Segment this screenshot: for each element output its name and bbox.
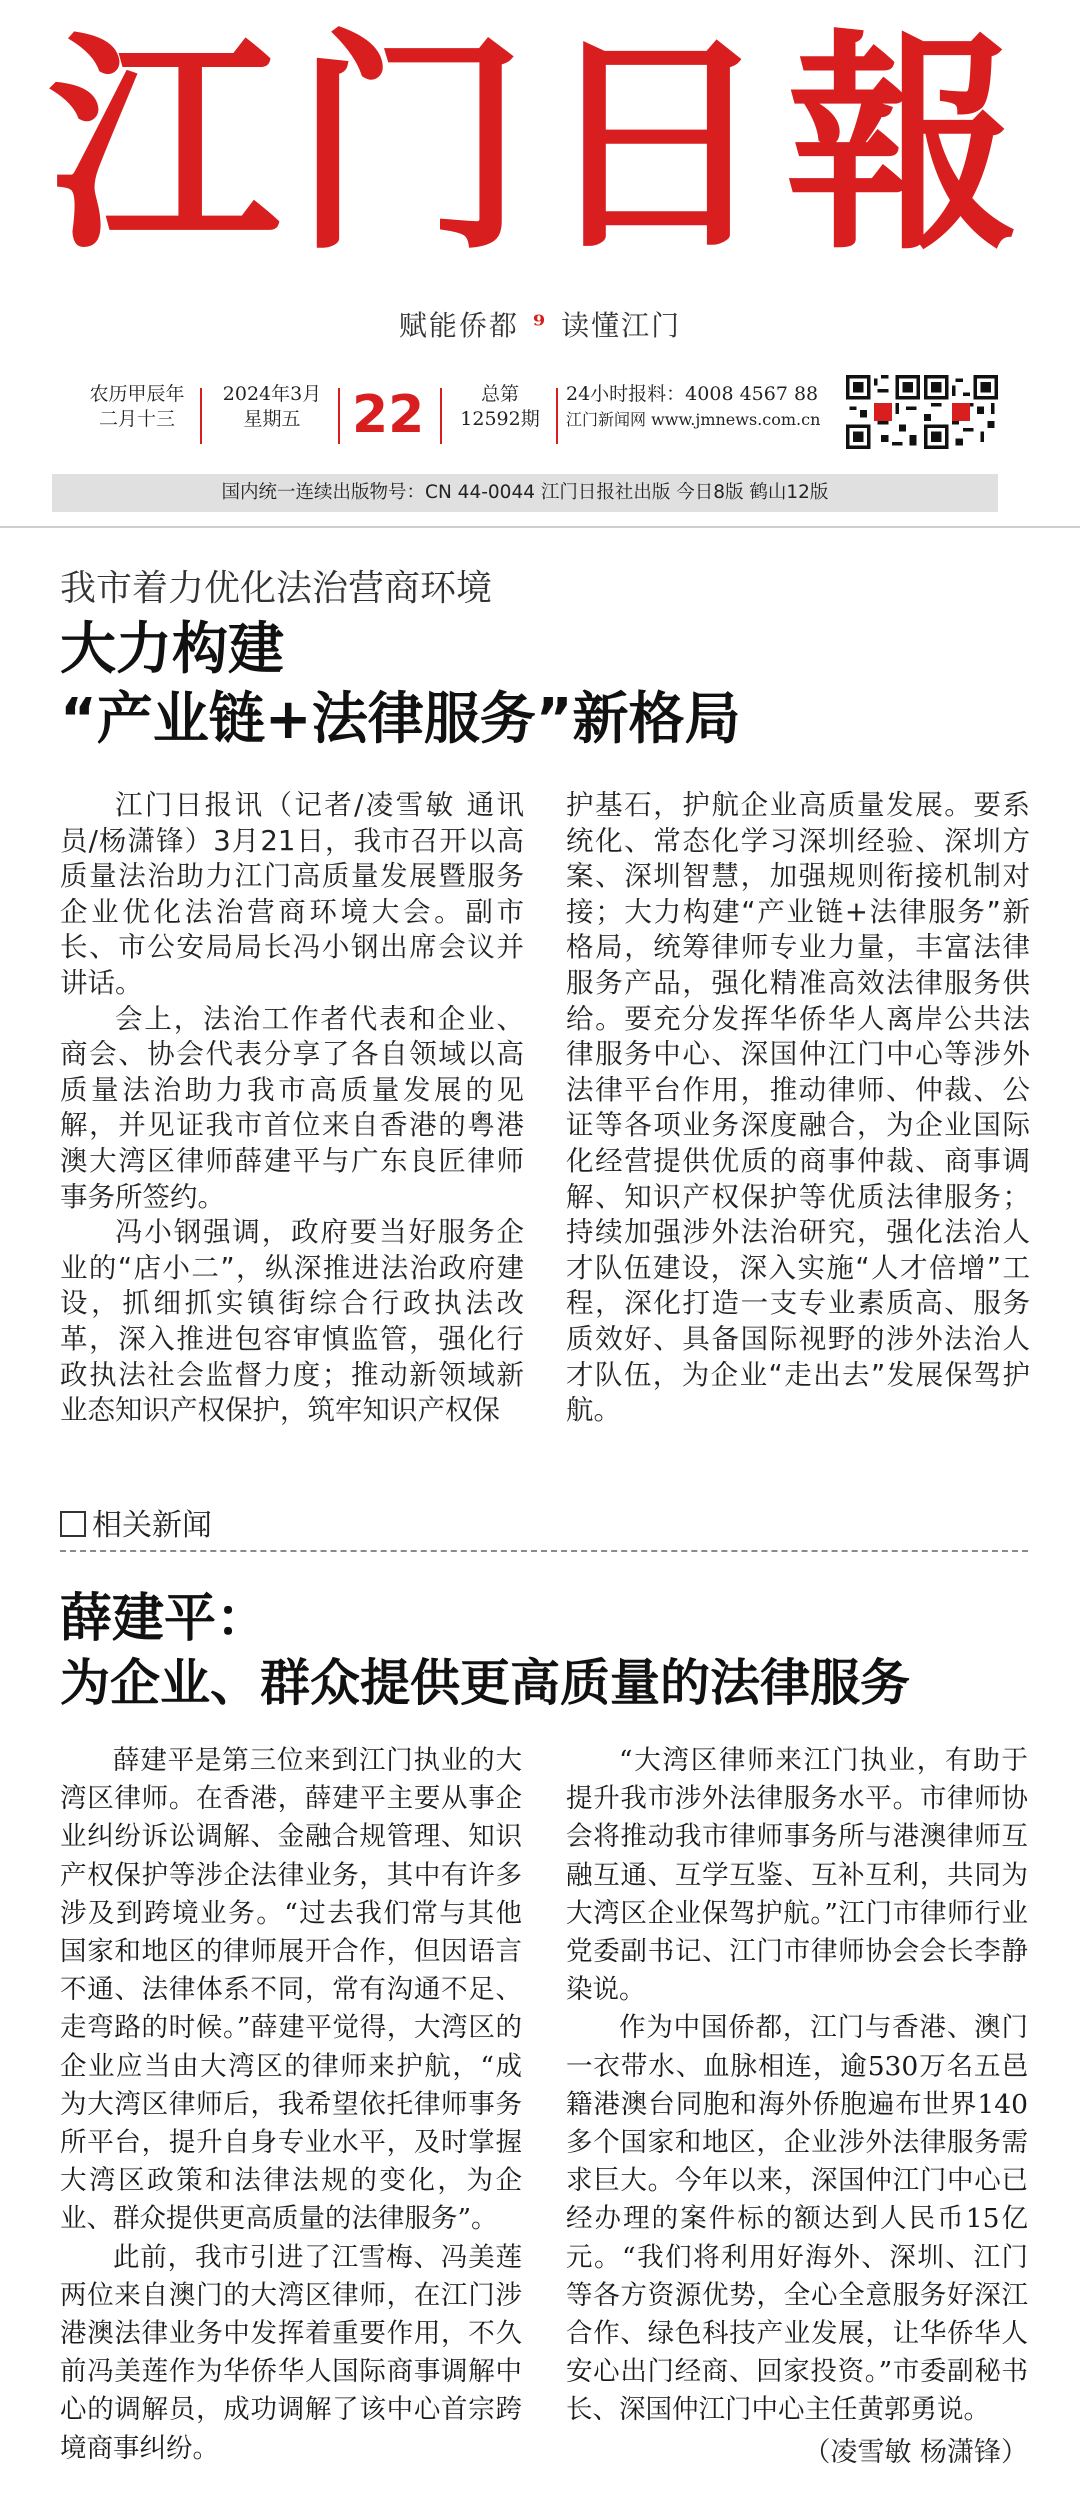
year-month: 2024年3月 bbox=[222, 383, 322, 405]
issue-number: 12592期 bbox=[460, 408, 540, 430]
swirl-separator-icon: ⁹ bbox=[532, 309, 548, 342]
lunar-date bbox=[82, 382, 192, 452]
dashed-divider bbox=[60, 1550, 1028, 1552]
article2-headline-line1: 薛建平： bbox=[60, 1589, 269, 1649]
divider bbox=[556, 388, 558, 444]
article1-paragraph: 冯小钢强调，政府要当好服务企业的“店小二”，纵深推进法治政府建设，抓细抓实镇街综合行政执法改革，深入推进包容审慎监管，强化行政执法社会监督力度；推动新领域新业态知识产权保护，筑牢知识产权保 bbox=[60, 1216, 524, 1427]
day-number: 22 bbox=[352, 385, 425, 445]
article1-paragraph: 护基石，护航企业高质量发展。要系统化、常态化学习深圳经验、深圳方案、深圳智慧，加强规则衔接机制对接；大力构建“产业链+法律服务”新格局，统筹律师专业力量，丰富法律服务产品，强化精准高效法律服务供给。要充分发挥华侨华人离岸公共法律服务中心、深国仲江门中心等涉外法律平台作用，推动律师、仲裁、公证等各项业务深度融合，为企业国际化经营提供优质的商事仲裁、商事调解、知识产权保护等优质法律服务；持续加强涉外法治研究，强化法治人才队伍建设，深入实施“人才倍增”工程，深化打造一支专业素质高、服务质效好、具备国际视野的涉外法治人才队伍，为企业“走出去”发展保驾护航。 bbox=[566, 789, 1030, 1427]
publication-info-bar: 国内统一连续出版物号：CN 44-0044 江门日报社出版 今日8版 鹤山12版 bbox=[52, 474, 998, 512]
related-news-text: 相关新闻 bbox=[92, 1508, 212, 1543]
gregorian-date bbox=[214, 382, 330, 452]
qr-code-icon-right[interactable] bbox=[924, 375, 998, 449]
article2-headline-line2: 为企业、群众提供更高质量的法律服务 bbox=[60, 1654, 910, 1712]
checkbox-square-icon bbox=[60, 1511, 86, 1537]
website: 江门新闻网 www.jmnews.com.cn bbox=[566, 410, 821, 429]
hotline: 24小时报料：4008 4567 88 bbox=[566, 383, 819, 405]
article1-column-left bbox=[60, 788, 524, 1468]
article2-paragraph: “大湾区律师来江门执业，有助于提升我市涉外法律服务水平。市律师协会将推动我市律师事务所与港澳律师互融互通、互学互鉴、互补互利，共同为大湾区企业保驾护航。”江门市律师行业党委副书记、江门市律师协会会长李静染说。 bbox=[566, 1745, 1028, 2006]
related-news-label bbox=[60, 1500, 212, 1544]
article1-column-right bbox=[566, 788, 1030, 1468]
lunar-year: 农历甲辰年 bbox=[89, 383, 185, 405]
article1-paragraph: 江门日报讯（记者/凌雪敏 通讯员/杨潇锋）3月21日，我市召开以高质量法治助力江门高质量发展暨服务企业优化法治营商环境大会。副市长、市公安局局长冯小钢出席会议并讲话。 bbox=[60, 789, 524, 999]
article2-paragraph: 薛建平是第三位来到江门执业的大湾区律师。在香港，薛建平主要从事企业纠纷诉讼调解、金融合规管理、知识产权保护等涉企法律业务，其中有许多涉及到跨境业务。“过去我们常与其他国家和地区的律师展开合作，但因语言不通、法律体系不同，常有沟通不足、走弯路的时候。”薛建平觉得，大湾区的企业应当由大湾区的律师来护航，“成为大湾区律师后，我希望依托律师事务所平台，提升自身专业水平，及时掌握大湾区政策和法律法规的变化，为企业、群众提供更高质量的法律服务”。 bbox=[60, 1745, 522, 2235]
section-divider bbox=[0, 526, 1080, 528]
article2-column-right bbox=[566, 1742, 1028, 2428]
article1-kicker: 我市着力优化法治营商环境 bbox=[60, 568, 493, 609]
contact-info bbox=[566, 382, 836, 452]
article2-column-left bbox=[60, 1742, 522, 2464]
qr-code-icon-left[interactable] bbox=[846, 375, 920, 449]
article1-headline-line1: 大力构建 bbox=[60, 617, 284, 682]
article1-paragraph: 会上，法治工作者代表和企业、商会、协会代表分享了各自领域以高质量法治助力我市高质量发展的见解，并见证我市首位来自香港的粤港澳大湾区律师薛建平与广东良匠律师事务所签约。 bbox=[60, 1002, 524, 1213]
article2-paragraph: 作为中国侨都，江门与香港、澳门一衣带水、血脉相连，逾530万名五邑籍港澳台同胞和海外侨胞遍布世界140多个国家和地区，企业涉外法律服务需求巨大。今年以来，深国仲江门中心已经办理的案件标的额达到人民币15亿元。“我们将利用好海外、深圳、江门等各方资源优势，全心全意服务好深江合作、绿色科技产业发展，让华侨华人安心出门经商、回家投资。”市委副秘书长、深国仲江门中心主任黄郭勇说。 bbox=[566, 2012, 1028, 2426]
article2-byline: （凌雪敏 杨潇锋） bbox=[803, 2437, 1028, 2468]
masthead-slogan bbox=[0, 304, 1080, 344]
issue-info bbox=[450, 382, 550, 452]
issue-label: 总第 bbox=[480, 383, 519, 405]
slogan-left: 赋能侨都 bbox=[398, 309, 519, 342]
lunar-day: 二月十三 bbox=[98, 408, 175, 430]
weekday: 星期五 bbox=[243, 408, 301, 430]
divider bbox=[338, 388, 340, 444]
divider bbox=[440, 388, 442, 444]
article2-paragraph: 此前，我市引进了江雪梅、冯美莲两位来自澳门的大湾区律师，在江门涉港澳法律业务中发挥着重要作用，不久前冯美莲作为华侨华人国际商事调解中心的调解员，成功调解了该中心首宗跨境商事纠纷。 bbox=[60, 2241, 522, 2464]
article1-headline-line2: “产业链+法律服务”新格局 bbox=[60, 687, 741, 752]
slogan-right: 读懂江门 bbox=[561, 309, 682, 342]
masthead-title: 江门日報 bbox=[47, 8, 1032, 281]
divider bbox=[200, 388, 202, 444]
